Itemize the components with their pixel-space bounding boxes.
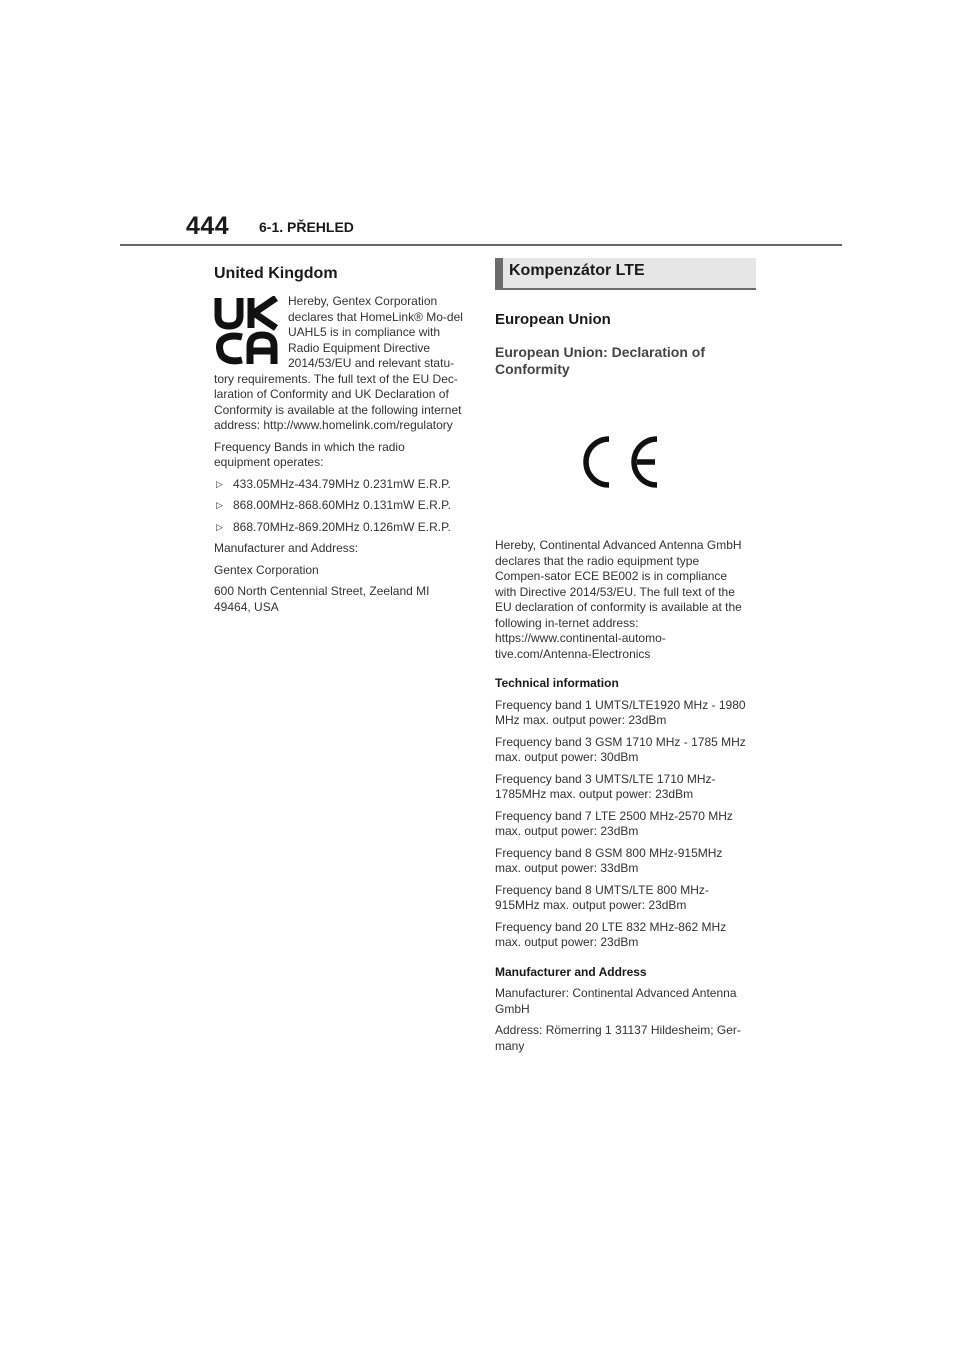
ce-mark-area	[495, 378, 750, 538]
page-number: 444	[186, 212, 230, 240]
tech-item: Frequency band 1 UMTS/LTE1920 MHz - 1980 MHz max. output power: 23dBm	[495, 697, 746, 727]
list-item	[214, 498, 464, 514]
tech-item: Frequency band 8 UMTS/LTE 800 MHz-915MHz max. output power: 23dBm	[495, 882, 709, 912]
section-title: 6-1. PŘEHLED	[259, 219, 354, 235]
band-text: 868.70MHz-869.20MHz 0.126mW E.R.P.	[233, 519, 451, 534]
tech-item: Frequency band 3 UMTS/LTE 1710 MHz-1785MHz max. output power: 23dBm	[495, 771, 716, 801]
eu-subheading: European Union: Declaration of Conformity	[495, 344, 706, 377]
band-text: 868.00MHz-868.60MHz 0.131mW E.R.P.	[233, 498, 451, 512]
uk-heading: United Kingdom	[214, 265, 338, 282]
eu-heading: European Union	[495, 311, 611, 328]
triangle-bullet-icon: ▷	[216, 521, 223, 532]
manufacturer-label: Manufacturer and Address:	[214, 541, 359, 555]
lte-section-title: Kompenzátor LTE	[509, 262, 645, 279]
triangle-bullet-icon: ▷	[216, 500, 223, 510]
ce-mark-icon	[575, 433, 661, 491]
bands-list	[214, 477, 464, 536]
tech-heading: Technical information	[495, 676, 619, 690]
tech-item: Frequency band 8 GSM 800 MHz-915MHz max. output power: 33dBm	[495, 845, 723, 875]
eu-manufacturer: Manufacturer: Continental Advanced Antenna GmbH	[495, 986, 737, 1016]
manufacturer-address: 600 North Centennial Street, Zeeland MI 49464, USA	[214, 584, 430, 614]
eu-address: Address: Römerring 1 31137 Hildesheim; Ger-many	[495, 1023, 741, 1053]
lte-section-header	[495, 258, 756, 290]
right-column	[495, 258, 750, 1060]
manufacturer-name: Gentex Corporation	[214, 562, 319, 577]
ukca-mark-icon	[214, 296, 280, 366]
tech-item: Frequency band 3 GSM 1710 MHz - 1785 MHz max. output power: 30dBm	[495, 734, 746, 764]
left-column	[214, 264, 464, 621]
tech-item: Frequency band 20 LTE 832 MHz-862 MHz max. output power: 23dBm	[495, 919, 727, 949]
eu-declaration: Hereby, Continental Advanced Antenna GmbH declares that the radio equipment type Compen-sator ECE BE002 is in compliance with Directive 2014/53/EU. The full text of the EU declaration of conformity is available at the following in-ternet address: https://www.continental-automo-tive.com/Antenna-Electronics	[495, 538, 742, 661]
list-item	[214, 477, 464, 493]
mfr-heading: Manufacturer and Address	[495, 964, 647, 979]
tech-item: Frequency band 7 LTE 2500 MHz-2570 MHz max. output power: 23dBm	[495, 808, 733, 838]
header-divider	[120, 244, 842, 246]
band-text: 433.05MHz-434.79MHz 0.231mW E.R.P.	[233, 476, 451, 491]
uk-declaration: Hereby, Gentex Corporation declares that HomeLink® Mo-del UAHL5 is in compliance with Radio Equipment Directive 2014/53/EU and relevant statu-tory requirements. The full text of the EU Dec-laration of Conformity and UK Declaration of Conformity is available at the following internet address: http://www.homelink.com/regulatory	[214, 294, 463, 432]
bands-intro: Frequency Bands in which the radio equipment operates:	[214, 439, 405, 469]
triangle-bullet-icon: ▷	[216, 478, 223, 489]
list-item	[214, 520, 464, 536]
